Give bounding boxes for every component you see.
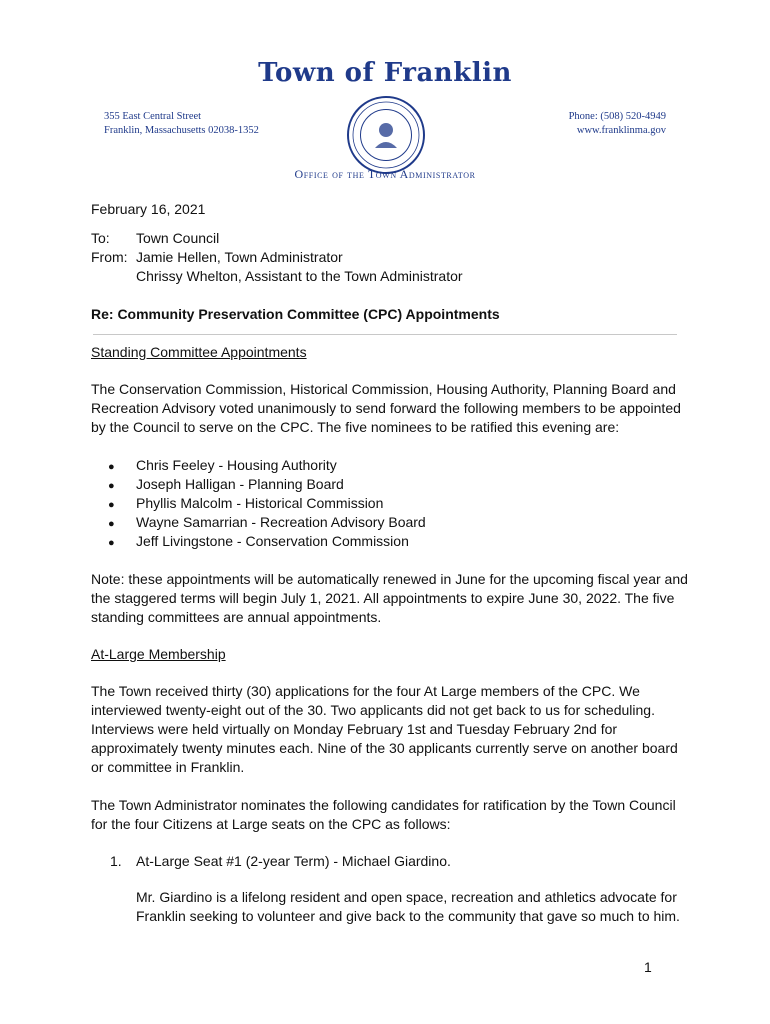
- standing-note: Note: these appointments will be automatically renewed in June for the upcoming fiscal year and the staggered terms will begin July 1, 2021. All appointments to expire June 30, 2022. The five standing committees are annual appointments.: [91, 571, 688, 625]
- standing-intro: The Conservation Commission, Historical Commission, Housing Authority, Planning Board and Recreation Advisory voted unanimously to send forward the following members to be appointed by the Council to serve on the CPC. The five nominees to be ratified this evening are:: [91, 381, 681, 435]
- memo-to-row: [91, 229, 463, 248]
- website-link[interactable]: www.franklinma.gov: [576, 125, 666, 136]
- list-item: [108, 494, 426, 513]
- memo-from-label: From:: [91, 249, 128, 265]
- memo-from-value-2: Chrissy Whelton, Assistant to the Town Administrator: [136, 268, 463, 284]
- office-heading: [0, 167, 770, 182]
- bullet-icon: ●: [108, 480, 115, 492]
- memo-subject: Re: Community Preservation Committee (CPC) Appointments: [91, 306, 500, 322]
- bullet-icon: ●: [108, 461, 115, 473]
- memo-from-value-1: Jamie Hellen, Town Administrator: [136, 249, 343, 265]
- letterhead-title: Town of Franklin: [258, 58, 512, 88]
- memo-to-label: To:: [91, 230, 110, 246]
- nominee-text: Joseph Halligan - Planning Board: [136, 476, 344, 492]
- office-name: Office of the Town Administrator: [294, 167, 476, 181]
- divider: [93, 334, 677, 335]
- seat-1-item: [110, 852, 451, 871]
- seal-inner-ring: [360, 109, 412, 161]
- atlarge-paragraph-1: The Town received thirty (30) applications for the four At Large members of the CPC. We interviewed twenty-eight out of the 30. Two applicants did not get back to us for scheduling. Interviews were held virtually on Monday February 1st and Tuesday February 2nd for approximately twenty minutes each. Nine of the 30 applicants currently serve on another board or committee in Franklin.: [91, 683, 678, 775]
- letterhead-contact: [569, 110, 666, 138]
- address-line-1: 355 East Central Street: [104, 111, 202, 122]
- seat-1-number: 1.: [110, 853, 122, 869]
- seat-1-description: Mr. Giardino is a lifelong resident and open space, recreation and athletics advocate for Franklin seeking to volunteer and give back to the community that gave so much to him.: [136, 889, 680, 924]
- list-item: [108, 456, 426, 475]
- atlarge-heading: At-Large Membership: [91, 646, 226, 662]
- town-seal-icon: [347, 96, 425, 174]
- seat-1-text: At-Large Seat #1 (2-year Term) - Michael Giardino.: [136, 853, 451, 869]
- bullet-icon: ●: [108, 518, 115, 530]
- address-line-2: Franklin, Massachusetts 02038-1352: [104, 125, 259, 136]
- nominee-text: Chris Feeley - Housing Authority: [136, 457, 337, 473]
- nominee-text: Jeff Livingstone - Conservation Commission: [136, 533, 409, 549]
- memo-date: February 16, 2021: [91, 201, 206, 217]
- standing-heading: Standing Committee Appointments: [91, 344, 307, 360]
- memo-to-value: Town Council: [136, 230, 220, 246]
- list-item: [108, 513, 426, 532]
- memo-header: [91, 229, 463, 286]
- list-item: [108, 475, 426, 494]
- nominee-text: Phyllis Malcolm - Historical Commission: [136, 495, 384, 511]
- page-number: 1: [644, 959, 652, 975]
- nominee-text: Wayne Samarrian - Recreation Advisory Board: [136, 514, 426, 530]
- bullet-icon: ●: [108, 499, 115, 511]
- bullet-icon: ●: [108, 537, 115, 549]
- memo-from-row-2: [91, 267, 463, 286]
- memo-from-row: [91, 248, 463, 267]
- nominee-list: [108, 456, 426, 551]
- phone-number: Phone: (508) 520-4949: [568, 111, 666, 122]
- letterhead-address: [104, 110, 259, 138]
- list-item: [108, 532, 426, 551]
- atlarge-paragraph-2: The Town Administrator nominates the following candidates for ratification by the Town Council for the four Citizens at Large seats on the CPC as follows:: [91, 797, 676, 832]
